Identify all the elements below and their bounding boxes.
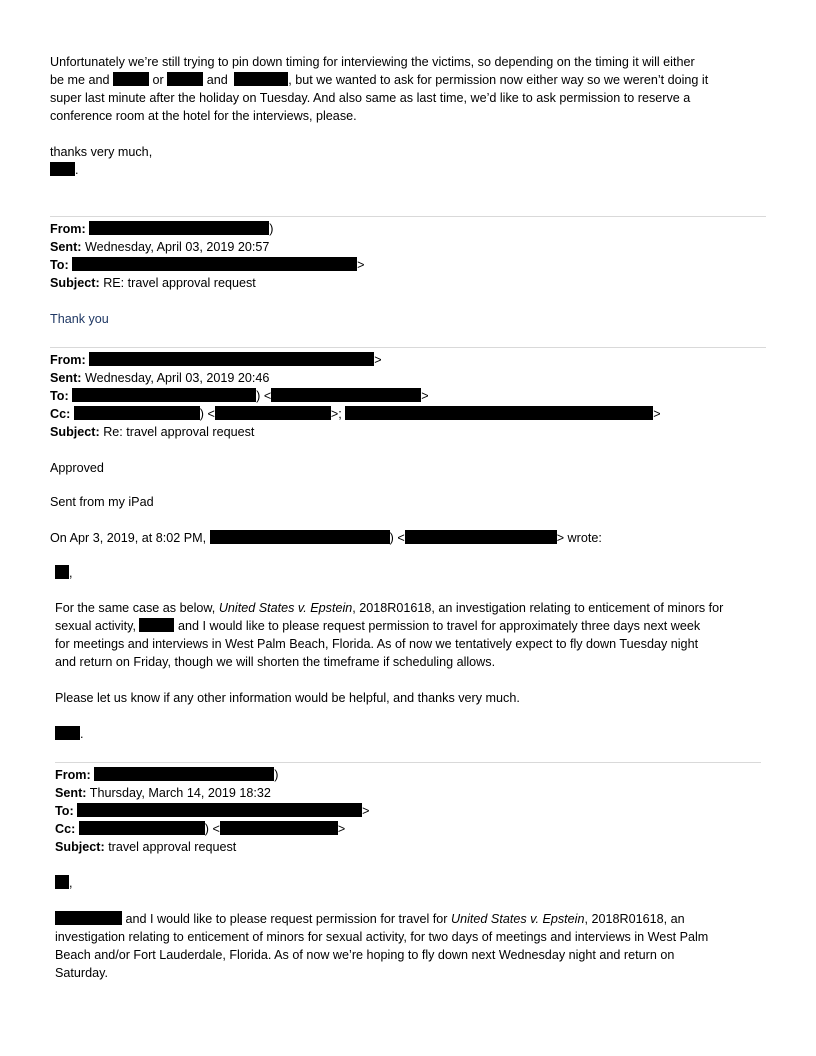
email1-subject bbox=[50, 274, 256, 292]
signature-dot: . bbox=[80, 727, 84, 741]
from-label: From: bbox=[55, 768, 91, 782]
redaction-block bbox=[50, 162, 75, 176]
redaction-block bbox=[345, 406, 653, 420]
redaction-block bbox=[89, 352, 374, 366]
sent-label: Sent: bbox=[50, 371, 82, 385]
cc-separator: >; bbox=[330, 407, 342, 421]
email3-line-2: investigation relating to enticement of minors for sexual activity, for two days of meetings and interviews in West Palm bbox=[55, 930, 709, 944]
email1-body: Thank you bbox=[50, 312, 109, 326]
redaction-block bbox=[210, 530, 390, 544]
intro-line-4: conference room at the hotel for the interviews, please. bbox=[50, 109, 357, 123]
quoted-text: , 2018R01618, an investigation relating to enticement of minors for bbox=[352, 601, 724, 615]
cc-label: Cc: bbox=[55, 822, 76, 836]
subject-text: travel approval request bbox=[108, 840, 237, 854]
quoted-line-2 bbox=[55, 617, 700, 635]
intro-text: be me and bbox=[50, 73, 110, 87]
email1-from bbox=[50, 220, 273, 238]
quoted-text: sexual activity, bbox=[55, 619, 136, 633]
email3-to bbox=[55, 802, 370, 820]
quoted-line-3: for meetings and interviews in West Palm Beach, Florida. As of now we tentatively expect to fly down Tuesday night bbox=[55, 637, 699, 651]
email2-wrote-line bbox=[50, 529, 602, 547]
to-tail: > bbox=[362, 804, 370, 818]
redaction-block bbox=[55, 911, 122, 925]
intro-line-1: Unfortunately we’re still trying to pin down timing for interviewing the victims, so depending on the timing it will either bbox=[50, 55, 695, 69]
redaction-block bbox=[220, 821, 338, 835]
redaction-block bbox=[94, 767, 274, 781]
signature-dot: . bbox=[75, 163, 79, 177]
cc-separator: ) < bbox=[204, 822, 220, 836]
header-divider bbox=[55, 762, 761, 763]
intro-text: or bbox=[152, 73, 164, 87]
header-divider bbox=[50, 347, 766, 348]
email1-to bbox=[50, 256, 365, 274]
subject-text: RE: travel approval request bbox=[103, 276, 256, 290]
redaction-block bbox=[77, 803, 362, 817]
email3-text: , 2018R01618, an bbox=[584, 912, 685, 926]
sent-date: Wednesday, April 03, 2019 20:46 bbox=[84, 371, 270, 385]
email3-line-1 bbox=[55, 910, 685, 928]
salutation-comma: , bbox=[69, 876, 73, 890]
email3-line-3: Beach and/or Fort Lauderdale, Florida. As of now we’re hoping to fly down next Wednesday night and return on bbox=[55, 948, 675, 962]
email2-subject bbox=[50, 423, 254, 441]
email2-sent bbox=[50, 369, 269, 387]
redaction-block bbox=[55, 875, 69, 889]
quoted-line-4: and return on Friday, though we will shorten the timeframe if scheduling allows. bbox=[55, 655, 496, 669]
cc-tail: > bbox=[653, 407, 661, 421]
cc-label: Cc: bbox=[50, 407, 71, 421]
cc-tail: > bbox=[337, 822, 346, 836]
intro-signature bbox=[50, 161, 79, 179]
email2-cc bbox=[50, 405, 661, 423]
to-label: To: bbox=[50, 258, 69, 272]
email2-approved: Approved bbox=[50, 461, 104, 475]
case-name: United States v. Epstein bbox=[218, 601, 353, 615]
email3-from bbox=[55, 766, 278, 784]
subject-label: Subject: bbox=[50, 425, 100, 439]
redaction-block bbox=[405, 530, 557, 544]
email3-line-4: Saturday. bbox=[55, 966, 108, 980]
redaction-block bbox=[139, 618, 174, 632]
redaction-block bbox=[271, 388, 421, 402]
intro-text: , but we wanted to ask for permission now either way so we weren’t doing it bbox=[288, 73, 709, 87]
redaction-block bbox=[79, 821, 205, 835]
intro-text: and bbox=[206, 73, 228, 87]
sent-label: Sent: bbox=[55, 786, 87, 800]
intro-line-2 bbox=[50, 71, 708, 89]
email2-to bbox=[50, 387, 429, 405]
subject-label: Subject: bbox=[50, 276, 100, 290]
to-label: To: bbox=[55, 804, 74, 818]
subject-text: Re: travel approval request bbox=[103, 425, 255, 439]
subject-label: Subject: bbox=[55, 840, 105, 854]
from-label: From: bbox=[50, 222, 86, 236]
case-name: United States v. Epstein bbox=[451, 912, 585, 926]
email3-text: and I would like to please request permission for travel for bbox=[125, 912, 448, 926]
from-tail: > bbox=[374, 353, 382, 367]
wrote-separator: ) < bbox=[389, 531, 405, 545]
from-label: From: bbox=[50, 353, 86, 367]
quoted-line-1 bbox=[55, 599, 723, 617]
to-tail: > bbox=[357, 258, 365, 272]
email3-subject bbox=[55, 838, 236, 856]
wrote-prefix: On Apr 3, 2019, at 8:02 PM, bbox=[50, 531, 207, 545]
to-label: To: bbox=[50, 389, 69, 403]
sent-date: Thursday, March 14, 2019 18:32 bbox=[89, 786, 271, 800]
wrote-suffix: > wrote: bbox=[556, 531, 602, 545]
redaction-block bbox=[89, 221, 269, 235]
quoted-text: For the same case as below, bbox=[55, 601, 216, 615]
redaction-block bbox=[215, 406, 331, 420]
to-tail: > bbox=[421, 389, 429, 403]
redaction-block bbox=[167, 72, 203, 86]
quoted-paragraph-2: Please let us know if any other information would be helpful, and thanks very much. bbox=[55, 691, 520, 705]
redaction-block bbox=[72, 388, 256, 402]
salutation-comma: , bbox=[69, 566, 73, 580]
email1-sent bbox=[50, 238, 269, 256]
email3-salutation bbox=[55, 874, 73, 892]
email2-ipad-signature: Sent from my iPad bbox=[50, 495, 154, 509]
email3-sent bbox=[55, 784, 271, 802]
sent-date: Wednesday, April 03, 2019 20:57 bbox=[84, 240, 270, 254]
cc-separator: ) < bbox=[199, 407, 215, 421]
intro-line-3: super last minute after the holiday on Tuesday. And also same as last time, we’d like to ask permission to reserve a bbox=[50, 91, 691, 105]
redaction-block bbox=[113, 72, 149, 86]
intro-thanks: thanks very much, bbox=[50, 145, 153, 159]
redaction-block bbox=[55, 726, 80, 740]
redaction-block bbox=[234, 72, 288, 86]
redaction-block bbox=[55, 565, 69, 579]
sent-label: Sent: bbox=[50, 240, 82, 254]
from-tail: ) bbox=[274, 768, 279, 782]
quoted-salutation bbox=[55, 564, 73, 582]
quoted-text: and I would like to please request permission to travel for approximately three days next week bbox=[177, 619, 701, 633]
quoted-signature bbox=[55, 725, 84, 743]
email2-from bbox=[50, 351, 382, 369]
email3-cc bbox=[55, 820, 345, 838]
redaction-block bbox=[74, 406, 200, 420]
to-separator: ) < bbox=[256, 389, 272, 403]
from-tail: ) bbox=[269, 222, 274, 236]
redaction-block bbox=[72, 257, 357, 271]
header-divider bbox=[50, 216, 766, 217]
